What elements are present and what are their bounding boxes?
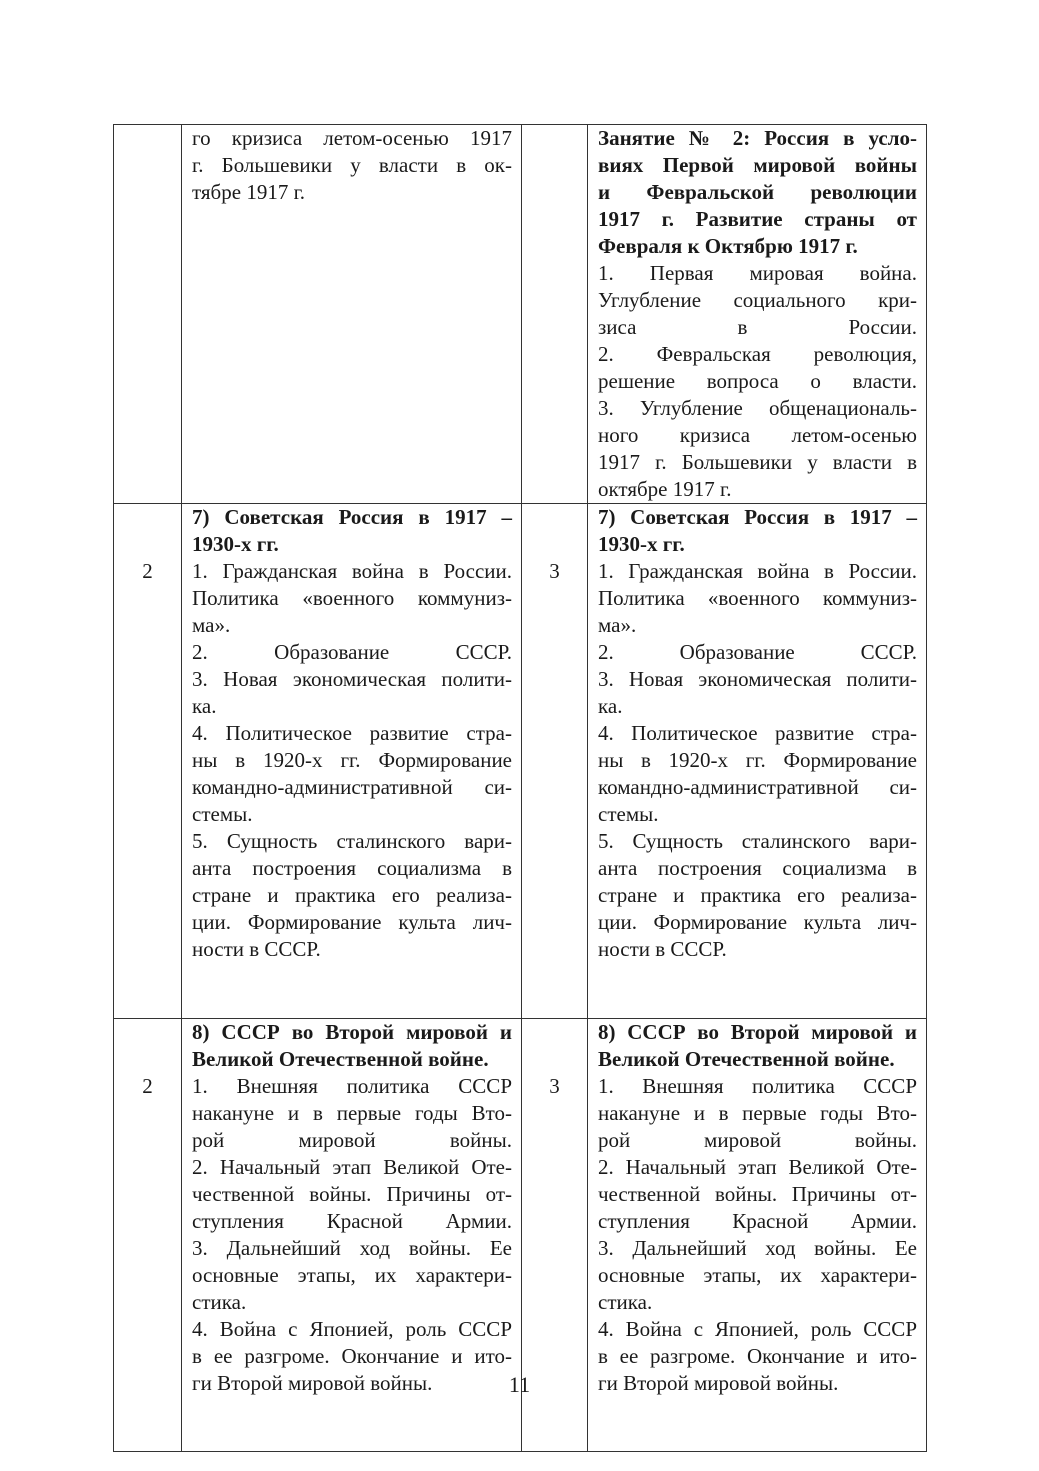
topic-item-line: стика. bbox=[598, 1290, 653, 1314]
topic-title-line: 1917 г. Развитие страны от bbox=[598, 207, 917, 231]
lecture-topic-cell bbox=[182, 504, 522, 1019]
topic-item-line: 1917 г. Большевики у власти в bbox=[598, 450, 917, 474]
topic-item-line: стемы. bbox=[598, 802, 659, 826]
topic-item-line: 4. Политическое развитие стра- bbox=[598, 721, 917, 745]
topic-item-line: стика. bbox=[192, 1290, 247, 1314]
topic-item-line: ступления Красной Армии. bbox=[192, 1209, 512, 1233]
topic-title-line: и Февральской революции bbox=[598, 180, 917, 204]
topic-item-line: ции. Формирование культа лич- bbox=[192, 910, 512, 934]
topic-item-line: 1. Внешняя политика СССР bbox=[598, 1074, 917, 1098]
lecture-hours-cell bbox=[114, 125, 182, 504]
topic-title-line: Великой Отечественной войне. bbox=[192, 1047, 489, 1071]
topic-item-line: в ее разгроме. Окончание и ито- bbox=[192, 1344, 512, 1368]
topic-item-line: 2. Начальный этап Великой Оте- bbox=[598, 1155, 917, 1179]
topic-item-line: решение вопроса о власти. bbox=[598, 369, 917, 393]
seminar-hours-cell: 3 bbox=[522, 1019, 588, 1452]
topic-item-line: 4. Война с Японией, роль СССР bbox=[192, 1317, 512, 1341]
topic-title-line: Занятие № 2: Россия в усло- bbox=[598, 126, 917, 150]
topic-item-line: ги Второй мировой войны. bbox=[192, 1371, 433, 1395]
topic-item-line: тябре 1917 г. bbox=[192, 180, 306, 204]
topic-title-line: 7) Советская Россия в 1917 – bbox=[192, 505, 512, 529]
topic-item-line: стране и практика его реализа- bbox=[598, 883, 917, 907]
topic-item-line: 3. Новая экономическая полити- bbox=[598, 667, 917, 691]
topic-item-line: командно-административной си- bbox=[598, 775, 917, 799]
topic-item-line: 3. Дальнейший ход войны. Ее bbox=[598, 1236, 917, 1260]
topic-item-line: го кризиса летом-осенью 1917 bbox=[192, 126, 512, 150]
topic-item-line: стране и практика его реализа- bbox=[192, 883, 512, 907]
topic-item-line: 4. Политическое развитие стра- bbox=[192, 721, 512, 745]
lecture-hours-cell: 2 bbox=[114, 504, 182, 1019]
seminar-hours-cell: 3 bbox=[522, 504, 588, 1019]
topic-item-line: 2. Начальный этап Великой Оте- bbox=[192, 1155, 512, 1179]
topic-item-line: зиса в России. bbox=[598, 315, 917, 339]
table-row bbox=[114, 504, 927, 1019]
topic-title-line: 1930-х гг. bbox=[192, 532, 279, 556]
topic-title-line: Великой Отечественной войне. bbox=[598, 1047, 895, 1071]
topic-item-line: анта построения социализма в bbox=[192, 856, 512, 880]
topic-item-line: 3. Углубление общенациональ- bbox=[598, 396, 917, 420]
table-row bbox=[114, 125, 927, 504]
topic-item-line: основные этапы, их характери- bbox=[598, 1263, 917, 1287]
topic-item-line: 3. Новая экономическая полити- bbox=[192, 667, 512, 691]
topic-item-line: ступления Красной Армии. bbox=[598, 1209, 917, 1233]
table-body bbox=[114, 125, 927, 1452]
seminar-topic-cell bbox=[588, 125, 927, 504]
topic-item-line: ности в СССР. bbox=[598, 937, 727, 961]
lecture-topic-cell bbox=[182, 125, 522, 504]
topic-item-line: 1. Гражданская война в России. bbox=[192, 559, 512, 583]
topic-item-line: стемы. bbox=[192, 802, 253, 826]
topic-title-line: Февраля к Октябрю 1917 г. bbox=[598, 234, 858, 258]
topic-item-line: ма». bbox=[192, 613, 231, 637]
page-number: 11 bbox=[508, 1372, 531, 1397]
topic-item-line: 2. Февральская революция, bbox=[598, 342, 917, 366]
topic-item-line: ка. bbox=[192, 694, 217, 718]
topic-item-line: накануне и в первые годы Вто- bbox=[598, 1101, 917, 1125]
topic-item-line: ги Второй мировой войны. bbox=[598, 1371, 839, 1395]
topic-item-line: ции. Формирование культа лич- bbox=[598, 910, 917, 934]
topic-title-line: 7) Советская Россия в 1917 – bbox=[598, 505, 917, 529]
topic-item-line: Политика «военного коммуниз- bbox=[192, 586, 512, 610]
topic-item-line: ка. bbox=[598, 694, 623, 718]
seminar-hours-cell bbox=[522, 125, 588, 504]
topic-item-line: основные этапы, их характери- bbox=[192, 1263, 512, 1287]
topic-title-line: 1930-х гг. bbox=[598, 532, 685, 556]
topic-item-line: анта построения социализма в bbox=[598, 856, 917, 880]
topic-item-line: 3. Дальнейший ход войны. Ее bbox=[192, 1236, 512, 1260]
topic-item-line: ности в СССР. bbox=[192, 937, 321, 961]
topic-item-line: рой мировой войны. bbox=[192, 1128, 512, 1152]
topic-item-line: чественной войны. Причины от- bbox=[192, 1182, 512, 1206]
topic-item-line: накануне и в первые годы Вто- bbox=[192, 1101, 512, 1125]
lecture-hours-cell: 2 bbox=[114, 1019, 182, 1452]
topic-item-line: в ее разгроме. Окончание и ито- bbox=[598, 1344, 917, 1368]
topic-item-line: 5. Сущность сталинского вари- bbox=[192, 829, 512, 853]
topic-item-line: Углубление социального кри- bbox=[598, 288, 917, 312]
seminar-topic-cell bbox=[588, 504, 927, 1019]
topic-item-line: Политика «военного коммуниз- bbox=[598, 586, 917, 610]
topic-title-line: 8) СССР во Второй мировой и bbox=[598, 1020, 917, 1044]
topic-item-line: 4. Война с Японией, роль СССР bbox=[598, 1317, 917, 1341]
topic-item-line: ны в 1920-х гг. Формирование bbox=[192, 748, 512, 772]
topic-item-line: командно-административной си- bbox=[192, 775, 512, 799]
topic-item-line: 2. Образование СССР. bbox=[192, 640, 512, 664]
topic-item-line: ма». bbox=[598, 613, 637, 637]
topic-item-line: г. Большевики у власти в ок- bbox=[192, 153, 512, 177]
topic-item-line: 2. Образование СССР. bbox=[598, 640, 917, 664]
topic-item-line: чественной войны. Причины от- bbox=[598, 1182, 917, 1206]
topic-item-line: 1. Первая мировая война. bbox=[598, 261, 917, 285]
topic-item-line: 5. Сущность сталинского вари- bbox=[598, 829, 917, 853]
topic-item-line: ны в 1920-х гг. Формирование bbox=[598, 748, 917, 772]
topic-item-line: октябре 1917 г. bbox=[598, 477, 732, 501]
curriculum-table bbox=[113, 124, 927, 1452]
topic-item-line: 1. Гражданская война в России. bbox=[598, 559, 917, 583]
topic-title-line: виях Первой мировой войны bbox=[598, 153, 917, 177]
topic-item-line: ного кризиса летом-осенью bbox=[598, 423, 917, 447]
topic-item-line: рой мировой войны. bbox=[598, 1128, 917, 1152]
topic-title-line: 8) СССР во Второй мировой и bbox=[192, 1020, 512, 1044]
topic-item-line: 1. Внешняя политика СССР bbox=[192, 1074, 512, 1098]
